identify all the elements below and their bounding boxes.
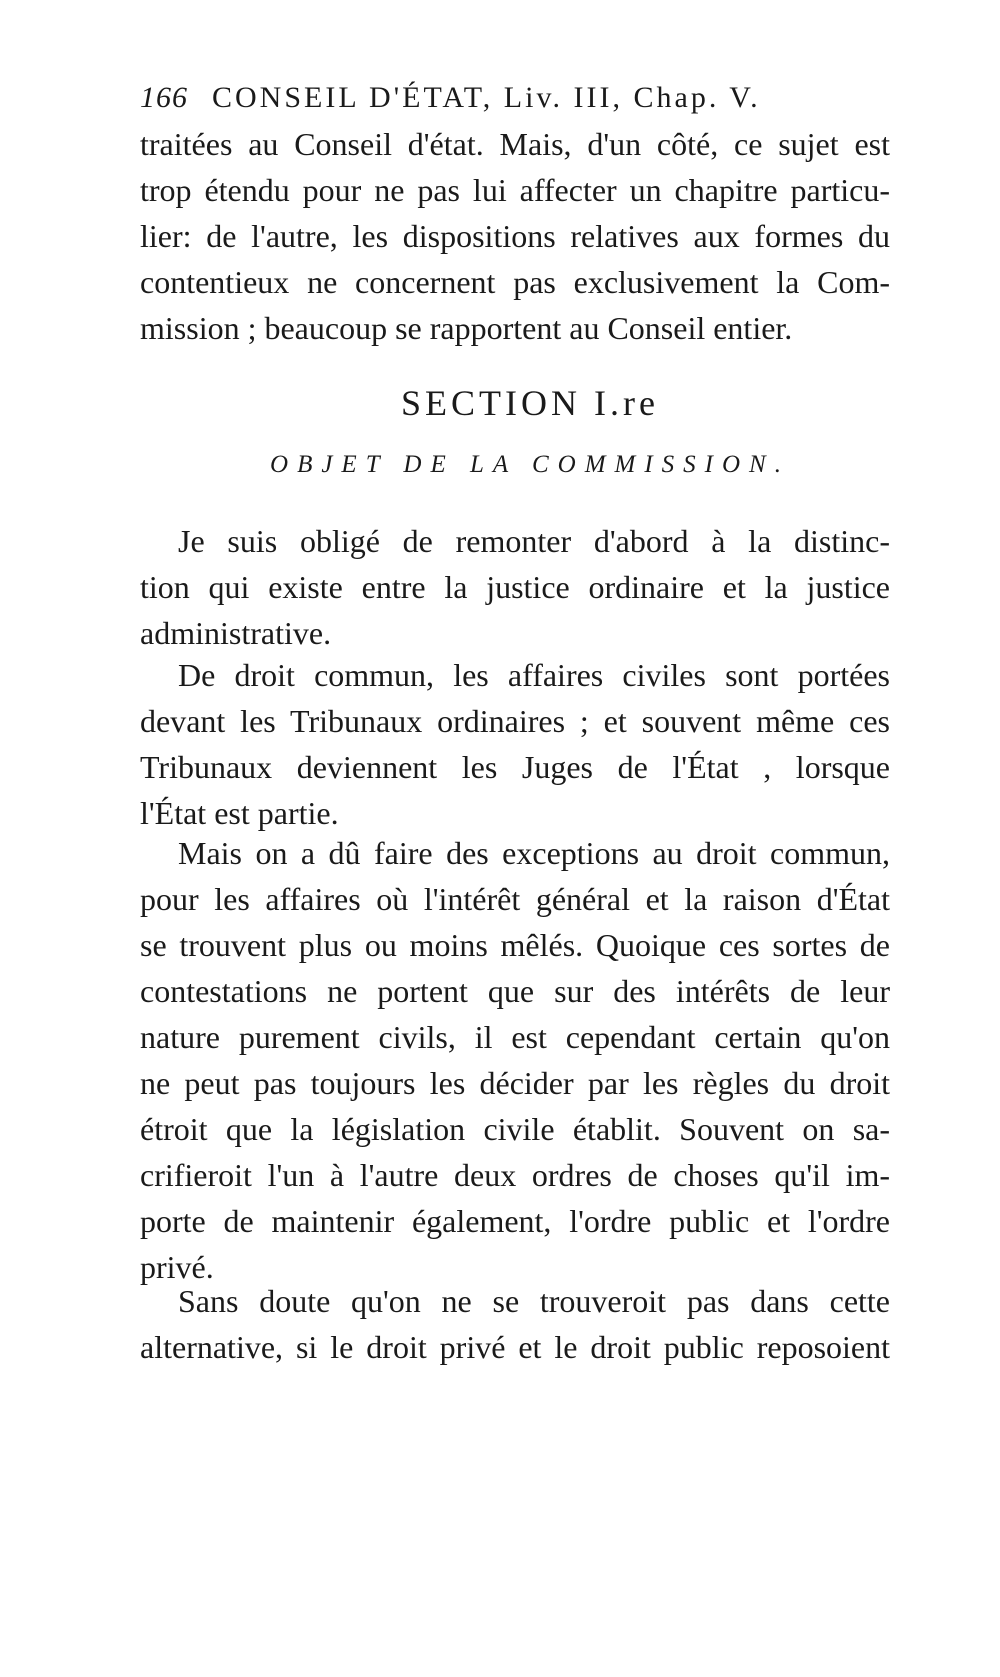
text-line: se trouvent plus ou moins mêlés. Quoique ces sortes de	[140, 927, 890, 963]
text-line: traitées au Conseil d'état. Mais, d'un côté, ce sujet est	[140, 126, 890, 162]
text-line: tion qui existe entre la justice ordinaire et la justice	[140, 569, 890, 605]
text-line: privé.	[140, 1249, 214, 1285]
section-subtitle: OBJET DE LA COMMISSION.	[270, 451, 790, 478]
text-line: devant les Tribunaux ordinaires ; et souvent même ces	[140, 703, 890, 739]
text-line: Tribunaux deviennent les Juges de l'État , lorsque	[140, 749, 890, 785]
text-line: lier: de l'autre, les dispositions relatives aux formes du	[140, 218, 890, 254]
paragraph-3	[140, 830, 890, 1290]
paragraph-1	[140, 518, 890, 656]
text-line: trop étendu pour ne pas lui affecter un chapitre particu-	[140, 172, 890, 208]
text-line: Mais on a dû faire des exceptions au droit commun,	[178, 835, 890, 871]
text-line: contentieux ne concernent pas exclusivement la Com-	[140, 264, 890, 300]
text-line: étroit que la législation civile établit. Souvent on sa-	[140, 1111, 890, 1147]
text-line: De droit commun, les affaires civiles sont portées	[178, 657, 890, 693]
section-heading: SECTION I.re	[401, 383, 659, 423]
text-line: contestations ne portent que sur des intérêts de leur	[140, 973, 890, 1009]
text-line: ne peut pas toujours les décider par les règles du droit	[140, 1065, 890, 1101]
running-head-title: CONSEIL D'ÉTAT, Liv. III, Chap. V.	[212, 81, 761, 114]
text-line: mission ; beaucoup se rapportent au Conseil entier.	[140, 310, 793, 346]
intro-text	[140, 121, 890, 351]
text-line: Je suis obligé de remonter d'abord à la distinc-	[178, 523, 890, 559]
text-line: crifieroit l'un à l'autre deux ordres de choses qu'il im-	[140, 1157, 890, 1193]
paragraph-4	[140, 1278, 890, 1370]
text-line: porte de maintenir également, l'ordre public et l'ordre	[140, 1203, 890, 1239]
text-line: l'État est partie.	[140, 795, 339, 831]
running-head	[140, 78, 860, 118]
text-line: pour les affaires où l'intérêt général et la raison d'État	[140, 881, 890, 917]
text-line: administrative.	[140, 615, 332, 651]
text-line: alternative, si le droit privé et le droit public reposoient	[140, 1329, 890, 1365]
text-line: Sans doute qu'on ne se trouveroit pas dans cette	[178, 1283, 890, 1319]
page-number: 166	[140, 81, 188, 114]
text-line: nature purement civils, il est cependant certain qu'on	[140, 1019, 890, 1055]
paragraph-2	[140, 652, 890, 836]
